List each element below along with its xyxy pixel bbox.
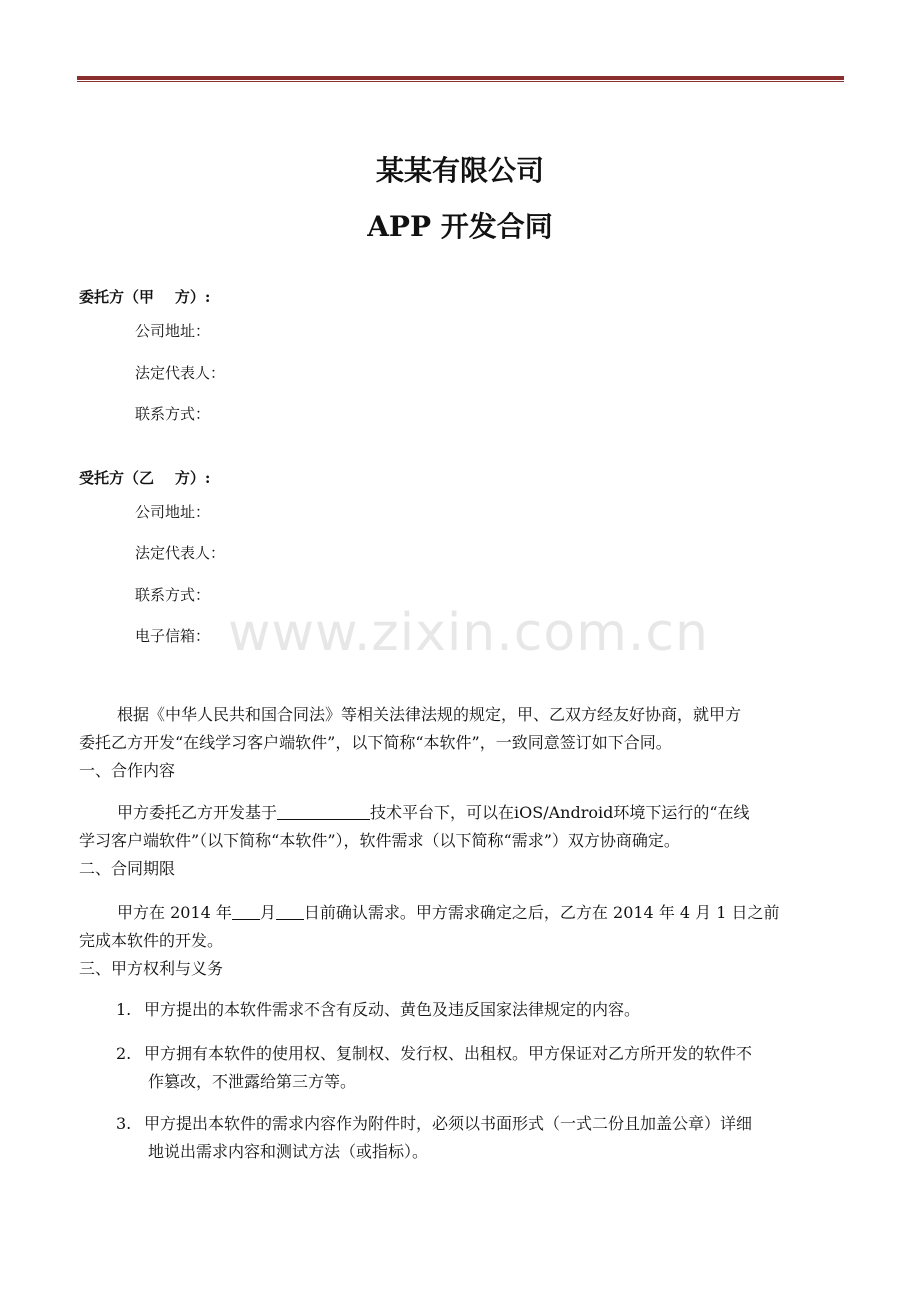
section-3-item [116,1110,843,1166]
day-blank [276,901,304,920]
section-2-line-2: 完成本软件的开发。 [79,931,224,950]
item-text-line-1: 甲方提出本软件的需求内容作为附件时，必须以书面形式（一式二份且加盖公章）详细 [144,1114,753,1133]
item-number: 2. [116,1044,132,1063]
party-a-representative-label: 法定代表人： [135,364,226,382]
section-1-line-1 [79,799,843,827]
party-b-address-label: 公司地址： [135,503,211,521]
section-2-part-1: 甲方在 2014 年 [117,903,232,922]
item-number: 1. [116,1000,132,1019]
intro-line-1: 根据《中华人民共和国合同法》等相关法律法规的规定，甲、乙双方经友好协商，就甲方 [117,705,742,724]
item-text-line-2: 作篡改，不泄露给第三方等。 [148,1072,357,1091]
header-rule-thin [77,81,844,82]
section-2-part-3: 日前确认需求。甲方需求确定之后，乙方在 2014 年 4 月 1 日之前 [303,903,780,922]
section-1-line-2: 学习客户端软件”（以下简称“本软件”），软件需求（以下简称“需求”）双方协商确定。 [79,831,680,850]
section-3-item [116,996,843,1024]
party-b-email-label: 电子信箱： [135,627,211,645]
party-a-label: 委托方（甲 方）: [79,288,211,306]
month-blank [232,901,260,920]
section-3-item [116,1040,843,1096]
contract-title: APP 开发合同 [367,210,553,243]
section-1-text-after-blank: 技术平台下，可以在iOS/Android环境下运行的“在线 [370,803,750,822]
header-rule-thick [77,76,844,80]
section-1-heading: 一、合作内容 [79,761,176,780]
section-3-heading: 三、甲方权利与义务 [79,959,224,978]
intro-paragraph [79,701,843,757]
item-number: 3. [116,1114,132,1133]
party-a-contact-label: 联系方式： [135,405,211,423]
section-2-paragraph [79,899,843,955]
section-2-part-2: 月 [259,903,276,922]
party-a-address-label: 公司地址： [135,322,211,340]
section-2-heading: 二、合同期限 [79,859,176,878]
item-text-line-1: 甲方提出的本软件需求不含有反动、黄色及违反国家法律规定的内容。 [144,1000,641,1019]
item-text-line-2: 地说出需求内容和测试方法（或指标）。 [148,1142,429,1161]
watermark: www.zixin.com.cn [228,603,709,663]
company-title: 某某有限公司 [375,154,544,187]
party-b-representative-label: 法定代表人： [135,544,226,562]
platform-blank [277,801,370,820]
section-1-paragraph [79,799,843,855]
party-b-label: 受托方（乙 方）: [79,469,211,487]
section-2-line-1 [79,899,843,927]
item-text-line-1: 甲方拥有本软件的使用权、复制权、发行权、出租权。甲方保证对乙方所开发的软件不 [144,1044,753,1063]
party-b-contact-label: 联系方式： [135,586,211,604]
intro-line-2: 委托乙方开发“在线学习客户端软件”，以下简称“本软件”，一致同意签订如下合同。 [79,733,672,752]
section-1-text-before-blank: 甲方委托乙方开发基于 [117,803,278,822]
